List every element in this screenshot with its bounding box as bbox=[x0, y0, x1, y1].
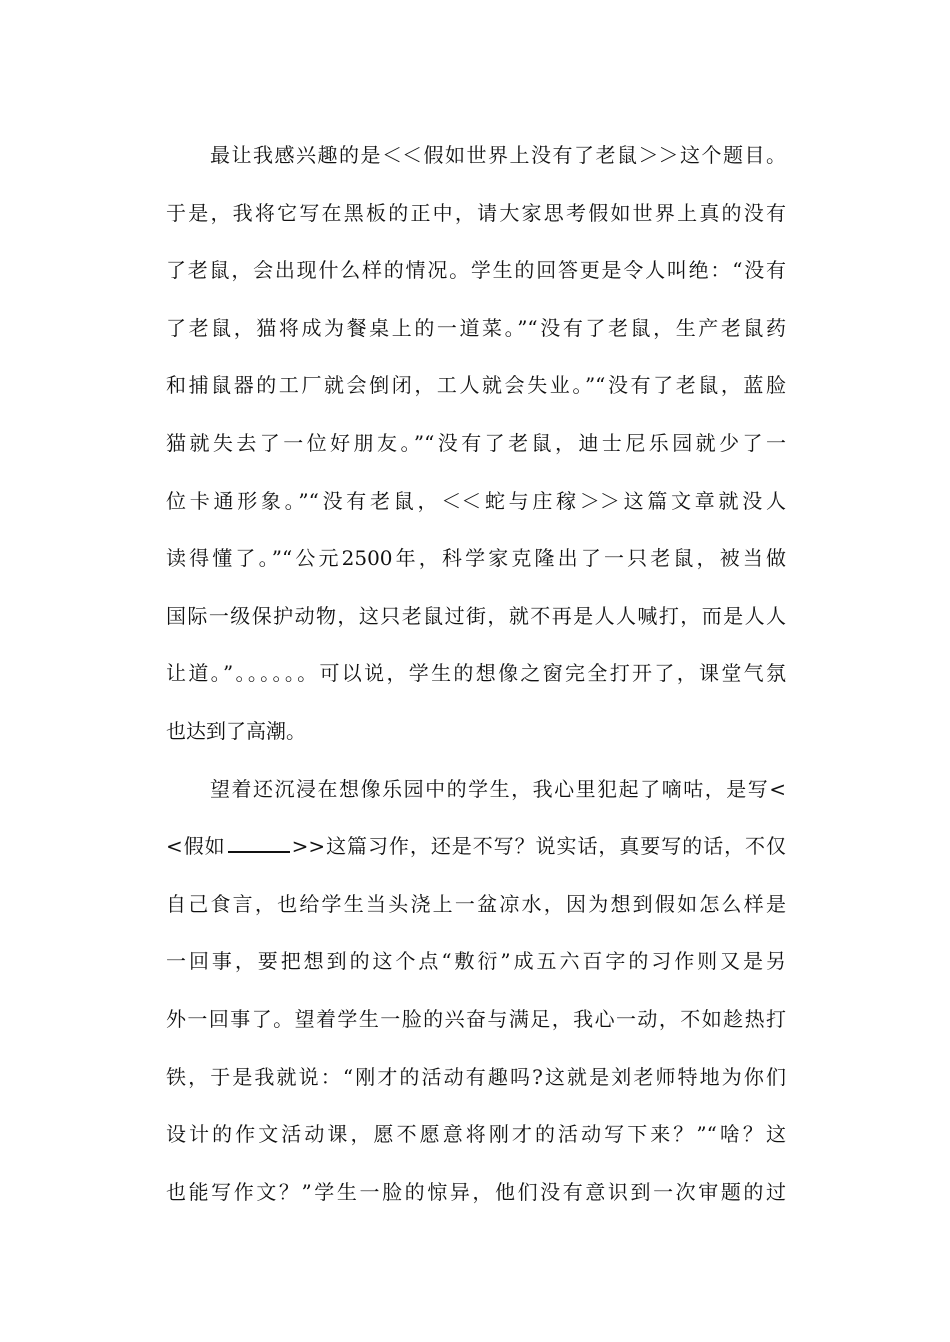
text-line: 了老鼠，会出现什么样的情况。学生的回答更是令人叫绝：“没有 bbox=[166, 258, 786, 283]
text-line: 读得懂了。”“公元2500年，科学家克隆出了一只老鼠，被当做 bbox=[166, 546, 786, 571]
text-fragment: >>这篇习作，还是不写？说实话，真要写的话，不仅 bbox=[291, 834, 786, 859]
text-line: 国际一级保护动物，这只老鼠过街，就不再是人人喊打，而是人人 bbox=[166, 603, 786, 628]
text-line: 让道。”。。。。。。可以说，学生的想像之窗完全打开了，课堂气氛 bbox=[166, 661, 786, 686]
text-line: 铁，于是我就说：“刚才的活动有趣吗?这就是刘老师特地为你们 bbox=[166, 1064, 786, 1089]
body-text bbox=[166, 127, 786, 1221]
text-line: 自己食言，也给学生当头浇上一盆凉水，因为想到假如怎么样是 bbox=[166, 891, 786, 916]
text-line: 猫就失去了一位好朋友。”“没有了老鼠，迪士尼乐园就少了一 bbox=[166, 430, 786, 455]
text-line: 设计的作文活动课，愿不愿意将刚才的活动写下来？”“啥？这 bbox=[166, 1122, 786, 1147]
text-line: 了老鼠，猫将成为餐桌上的一道菜。”“没有了老鼠，生产老鼠药 bbox=[166, 315, 786, 340]
fill-in-blank bbox=[228, 835, 290, 853]
text-line: 外一回事了。望着学生一脸的兴奋与满足，我心一动，不如趁热打 bbox=[166, 1006, 786, 1031]
text-line: 最让我感兴趣的是＜＜假如世界上没有了老鼠＞＞这个题目。 bbox=[210, 143, 786, 167]
text-line: 一回事，要把想到的这个点“敷衍”成五六百字的习作则又是另 bbox=[166, 949, 786, 974]
text-line: 和捕鼠器的工厂就会倒闭，工人就会失业。”“没有了老鼠，蓝脸 bbox=[166, 373, 786, 398]
text-line-with-blank bbox=[166, 818, 786, 876]
text-fragment: <假如 bbox=[166, 834, 226, 859]
text-line: 位卡通形象。”“没有老鼠，＜＜蛇与庄稼＞＞这篇文章就没人 bbox=[166, 488, 786, 513]
text-line: 望着还沉浸在想像乐园中的学生，我心里犯起了嘀咕，是写< bbox=[210, 776, 786, 801]
text-line: 于是，我将它写在黑板的正中，请大家思考假如世界上真的没有 bbox=[166, 200, 786, 225]
text-line: 也能写作文？”学生一脸的惊异，他们没有意识到一次审题的过 bbox=[166, 1179, 786, 1204]
text-line: 也达到了高潮。 bbox=[166, 718, 306, 743]
